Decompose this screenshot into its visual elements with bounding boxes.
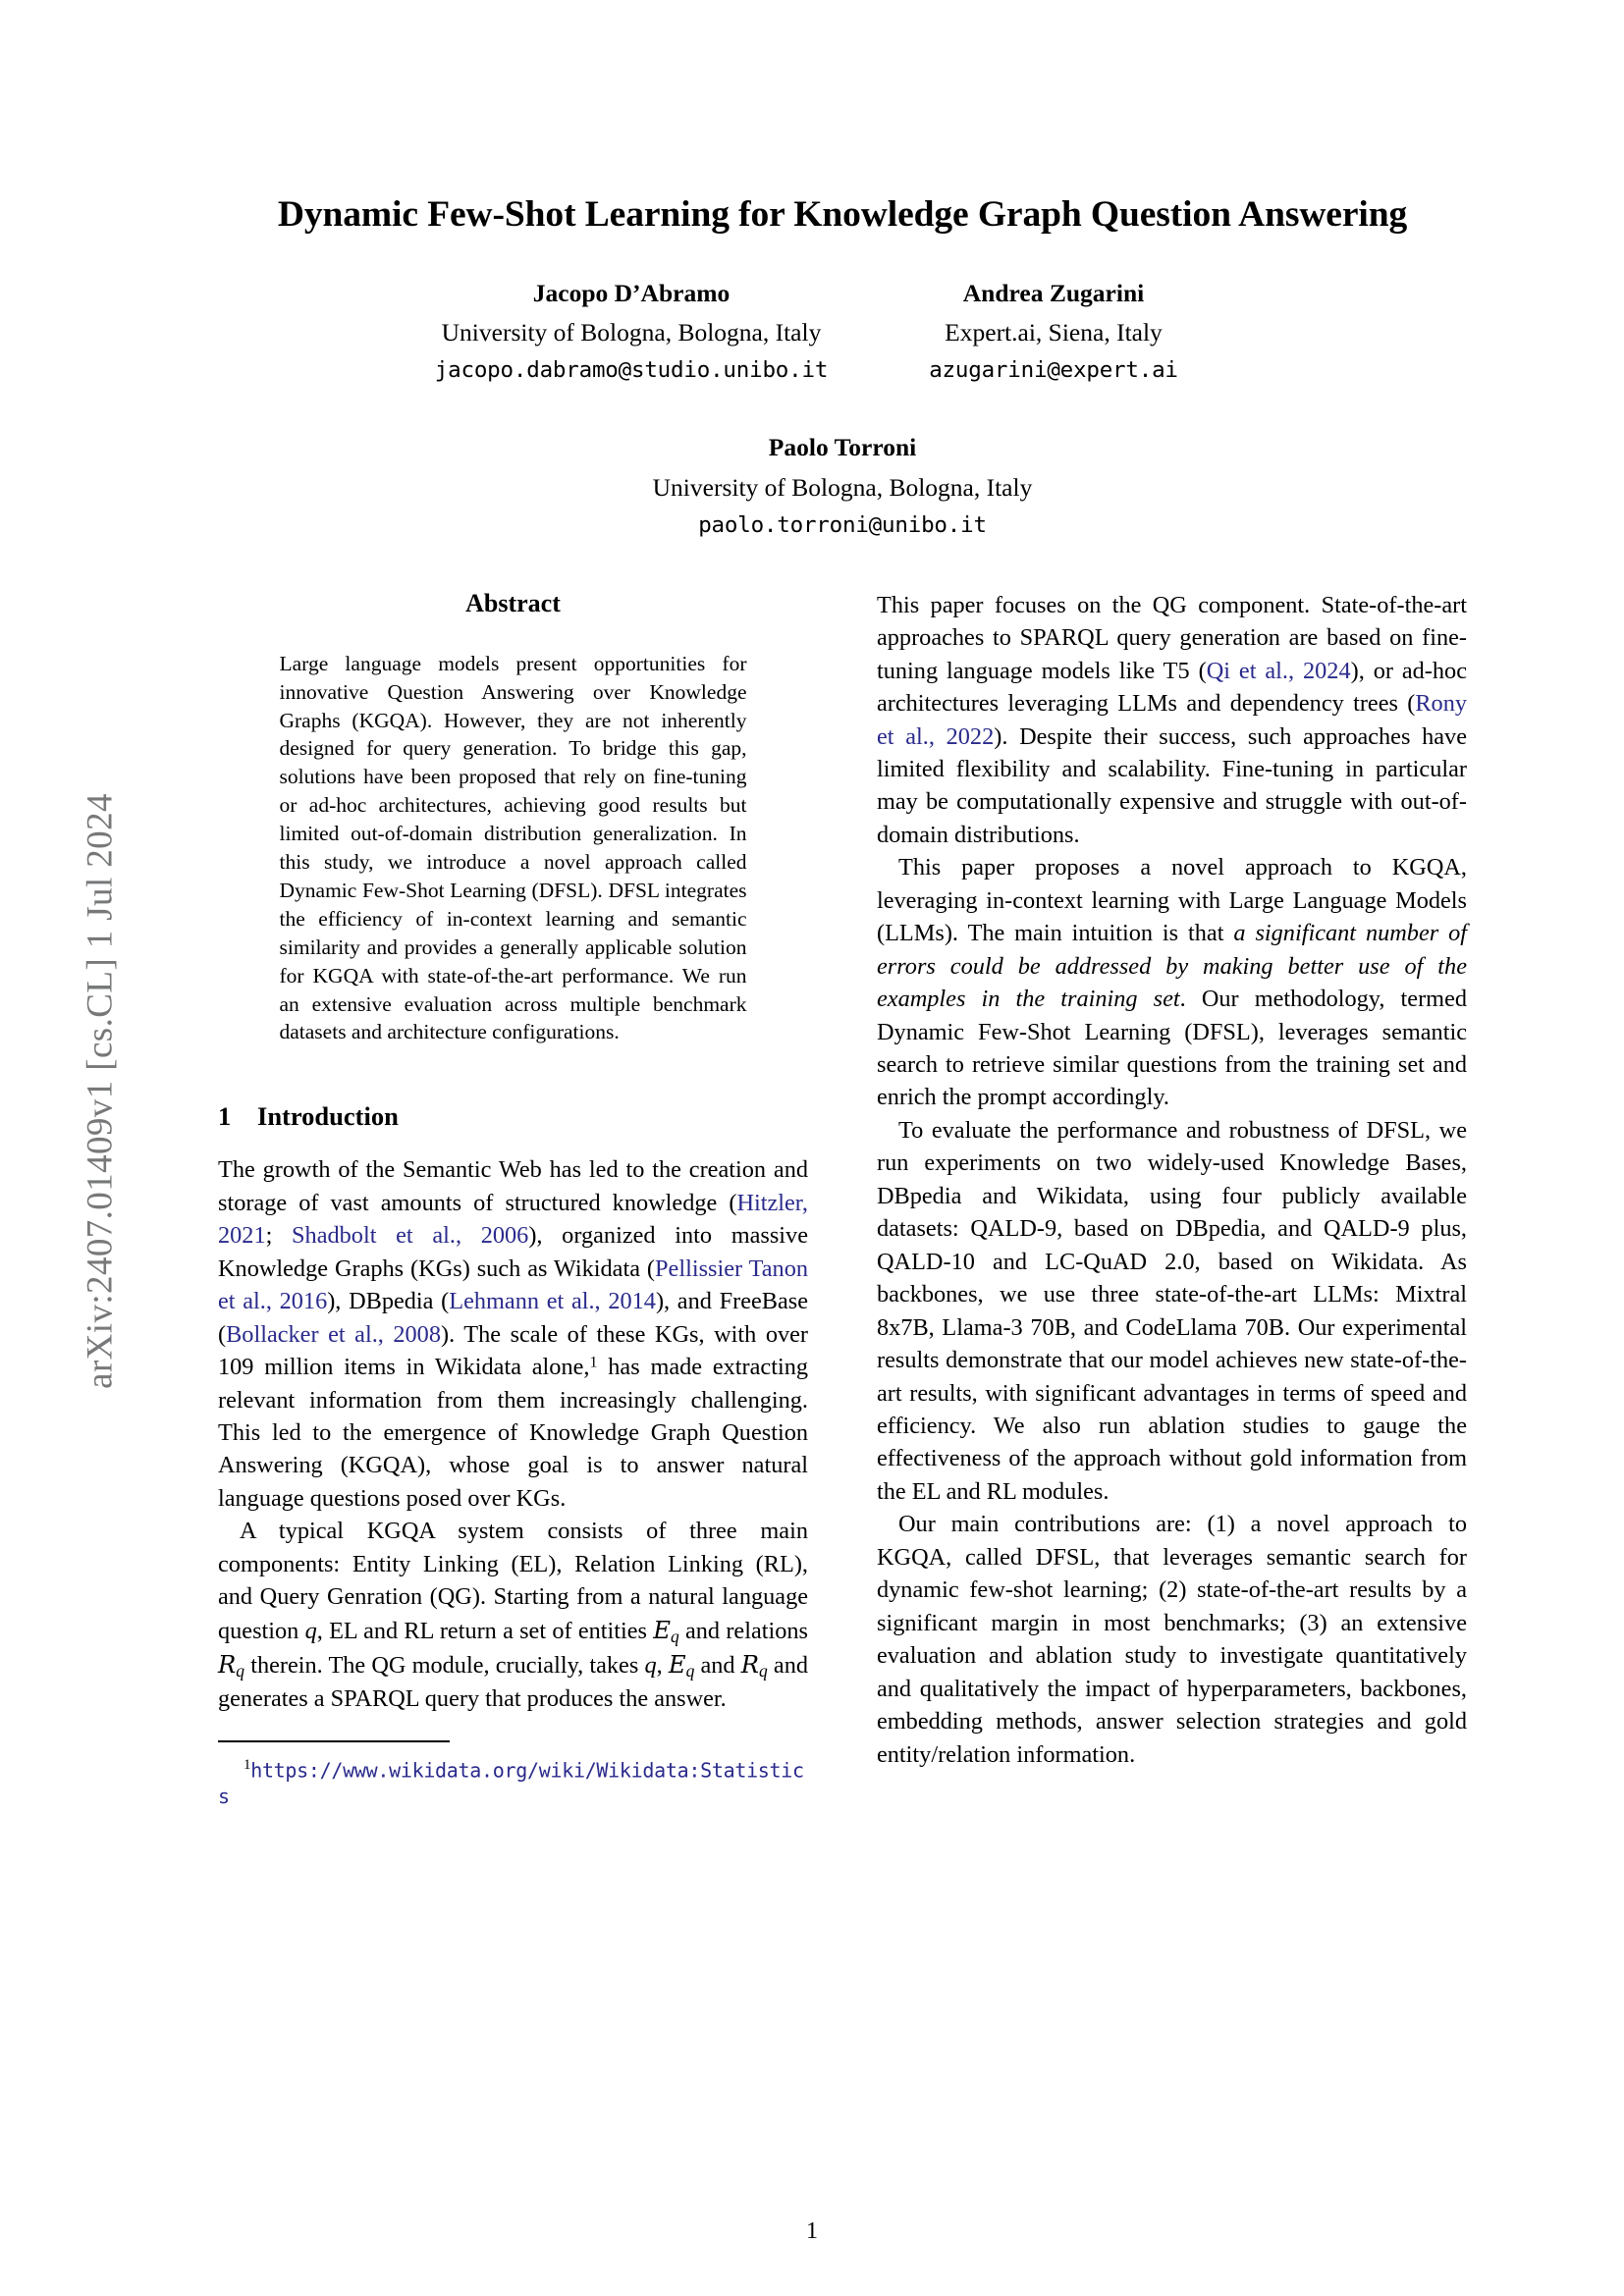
author-name: Jacopo D’Abramo (532, 279, 731, 307)
author-affiliation: Expert.ai, Siena, Italy (945, 318, 1163, 347)
author-block-2 (842, 276, 1265, 387)
math-subscript: q (236, 1660, 245, 1681)
paragraph-intro-2 (218, 1515, 808, 1715)
section-number: 1 (218, 1101, 232, 1132)
two-column-body (218, 589, 1467, 1810)
paragraph-right-3 (877, 1114, 1467, 1508)
text-run: , EL and RL return a set of entities (316, 1617, 654, 1644)
citation-link[interactable]: Rony et al., 2022 (877, 690, 1467, 750)
text-run: ; (265, 1222, 293, 1250)
footnote-url[interactable]: https://www.wikidata.org/wiki/Wikidata:Statistics (218, 1757, 804, 1808)
page-title: Dynamic Few-Shot Learning for Knowledge Graph Question Answering (277, 194, 1408, 235)
citation-link[interactable]: Shadbolt et al., 2006 (292, 1222, 529, 1250)
footnote-rule (218, 1740, 450, 1742)
math-symbol: q (644, 1651, 657, 1679)
arxiv-stamp: arXiv:2407.01409v1 [cs.CL] 1 Jul 2024 (80, 793, 121, 1389)
text-run: This paper proposes a novel approach to KGQA, leveraging in-context learning with Large Language Models (LLMs). The main intuition is that (877, 854, 1467, 947)
text-run: To evaluate the performance and robustness of DFSL, we run experiments on two widely-used Knowledge Bases, DBpedia and Wikidata, using four publicly available datasets: QALD-9, based on DBpedia, and QALD-9 plus, QALD-10 and LC-QuAD 2.0, based on Wikidata. As backbones, we use three state-of-the-art LLMs: Mixtral 8x7B, Llama-3 70B, and CodeLlama 70B. Our experimental results demonstrate that our model achieves new state-of-the-art results, with significant advantages in terms of speed and efficiency. We also run ablation studies to gauge the effectiveness of the approach without gold information from the EL and RL modules. (877, 1116, 1467, 1505)
paragraph-right-2 (877, 851, 1467, 1114)
author-email[interactable]: paolo.torroni@unibo.it (698, 511, 987, 538)
text-run: This paper focuses on the QG component. State-of-the-art approaches to SPARQL query generation are based on fine-tuning language models like T5 ( (877, 591, 1467, 684)
math-calligraphic-symbol: R (740, 1649, 760, 1679)
text-run: ), and FreeBase ( (218, 1288, 808, 1348)
math-subscript: q (671, 1626, 679, 1646)
author-email[interactable]: azugarini@expert.ai (929, 357, 1178, 384)
footnote-marker: 1 (244, 1756, 251, 1773)
text-run: has made extracting relevant information from them increasingly challenging. This led to the emergence of Knowledge Graph Question Answering (KGQA), whose goal is to answer natural language questions posed over KGs. (218, 1354, 808, 1512)
math-symbol: q (304, 1617, 317, 1644)
footnote-text (218, 1755, 808, 1810)
text-run: therein. The QG module, crucially, takes (244, 1651, 645, 1679)
footnote-reference[interactable]: 1 (589, 1354, 598, 1371)
citation-link[interactable]: Qi et al., 2024 (1206, 657, 1351, 684)
paragraph-right-4 (877, 1508, 1467, 1771)
text-run: and generates a SPARQL query that produces the answer. (218, 1651, 808, 1712)
left-column (218, 589, 808, 1810)
text-run: ). The scale of these KGs, with over 109 million items in Wikidata alone, (218, 1320, 808, 1381)
text-run: ). Despite their success, such approaches have limited flexibility and scalability. Fine-tuning in particular may be computationally expensive and struggle with out-of-domain distributions. (877, 722, 1467, 848)
section-heading-introduction (218, 1101, 808, 1132)
text-run: and (694, 1651, 741, 1679)
text-run: and relations (678, 1617, 808, 1644)
math-subscript: q (685, 1660, 695, 1681)
paragraph-intro-1 (218, 1153, 808, 1515)
math-subscript: q (759, 1660, 768, 1681)
author-email[interactable]: jacopo.dabramo@studio.unibo.it (434, 357, 829, 384)
paper-content (218, 0, 1467, 2296)
text-run: . Our methodology, termed Dynamic Few-Shot Learning (DFSL), leverages semantic search to retrieve similar questions from the training set and enrich the prompt accordingly. (877, 986, 1467, 1111)
author-affiliation: University of Bologna, Bologna, Italy (652, 472, 1033, 502)
text-run: , (656, 1651, 669, 1679)
text-run: Our main contributions are: (1) a novel approach to KGQA, called DFSL, that leverages semantic search for dynamic few-shot learning; (2) state-of-the-art results by a significant margin in most benchmarks; (3) an extensive evaluation and ablation study to investigate quantitatively and qualitatively the impact of hyperparameters, backbones, embedding methods, answer selection strategies and gold entity/relation information. (877, 1511, 1467, 1768)
right-column (877, 589, 1467, 1810)
citation-link[interactable]: Bollacker et al., 2008 (226, 1320, 441, 1348)
author-block-3 (218, 430, 1467, 541)
section-title: Introduction (257, 1101, 399, 1132)
math-calligraphic-symbol: R (218, 1649, 237, 1679)
text-run: The growth of the Semantic Web has led to the creation and storage of vast amounts of structured knowledge ( (218, 1156, 808, 1216)
author-affiliation: University of Bologna, Bologna, Italy (441, 318, 822, 347)
citation-link[interactable]: Hitzler, 2021 (218, 1189, 808, 1250)
footnote-area (218, 1740, 808, 1810)
text-run: ), DBpedia ( (327, 1288, 450, 1315)
paragraph-right-1 (877, 589, 1467, 852)
author-name: Andrea Zugarini (962, 279, 1145, 307)
page-number: 1 (806, 2218, 818, 2244)
citation-link[interactable]: Pellissier Tanon et al., 2016 (218, 1255, 808, 1315)
text-run: ), organized into massive Knowledge Graphs (KGs) such as Wikidata ( (218, 1222, 808, 1282)
authors-row (218, 276, 1467, 387)
author-block-1 (420, 276, 842, 387)
citation-link[interactable]: Lehmann et al., 2014 (449, 1288, 656, 1315)
author-name: Paolo Torroni (768, 433, 917, 462)
math-calligraphic-symbol: E (668, 1649, 686, 1679)
abstract-heading: Abstract (465, 588, 561, 617)
text-run: A typical KGQA system consists of three main components: Entity Linking (EL), Relation Linking (RL), and Query Genration (QG). Starting from a natural language question (218, 1518, 808, 1644)
emphasis-text: a significant number of errors could be addressed by making better use of the examples in the training set (877, 920, 1467, 1013)
math-calligraphic-symbol: E (653, 1615, 671, 1644)
text-run: ), or ad-hoc architectures leveraging LLMs and dependency trees ( (877, 657, 1467, 718)
abstract-text: Large language models present opportunities for innovative Question Answering over Knowledge Graphs (KGQA). However, they are not inherently designed for query generation. To bridge this gap, solutions have been proposed that rely on fine-tuning or ad-hoc architectures, achieving good results but limited out-of-domain distribution generalization. In this study, we introduce a novel approach called Dynamic Few-Shot Learning (DFSL). DFSL integrates the efficiency of in-context learning and semantic similarity and provides a generally applicable solution for KGQA with state-of-the-art performance. We run an extensive evaluation across multiple benchmark datasets and architecture configurations. (279, 651, 747, 1044)
